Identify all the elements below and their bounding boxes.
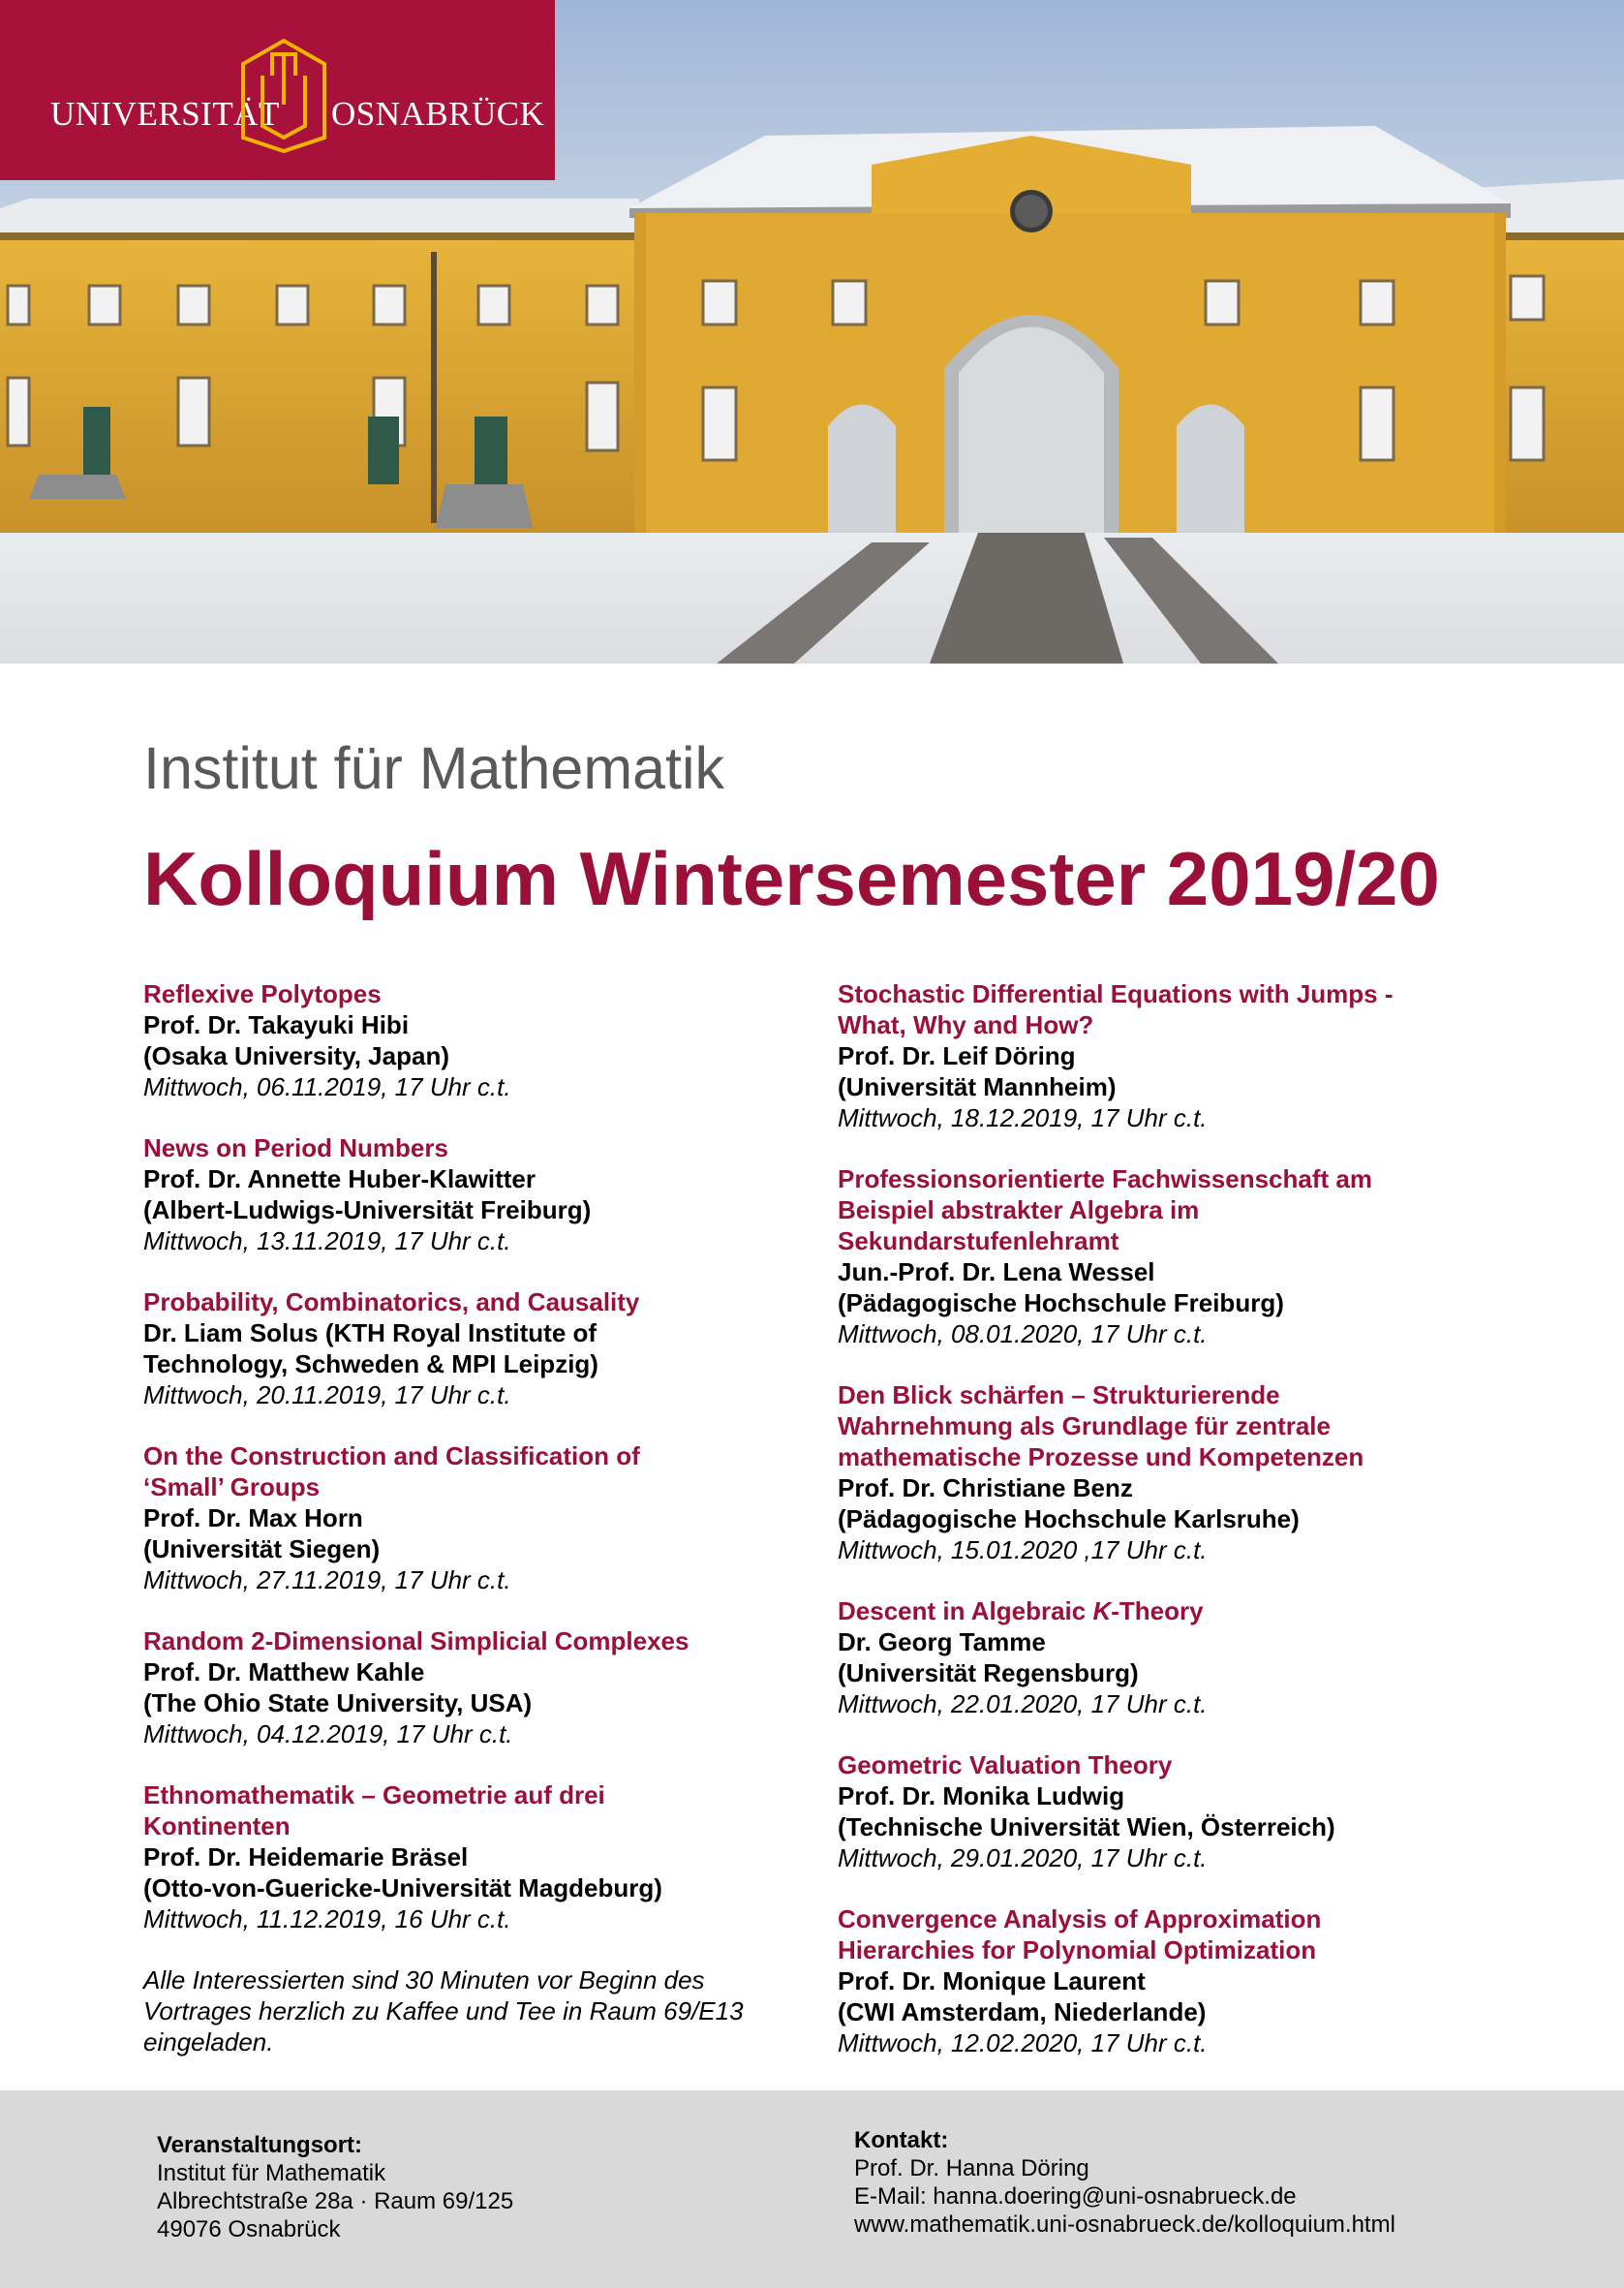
talk-date: Mittwoch, 11.12.2019, 16 Uhr c.t.: [143, 1904, 511, 1933]
talk-affiliation: (Pädagogische Hochschule Freiburg): [838, 1288, 1284, 1317]
talk-title: Probability, Combinatorics, and Causality: [143, 1287, 640, 1316]
talk-speaker: Prof. Dr. Monique Laurent: [838, 1966, 1146, 1995]
logo-text-left: UNIVERSITÄT: [50, 95, 280, 133]
talk-speaker: Prof. Dr. Max Horn: [143, 1503, 363, 1532]
institute-title: Institut für Mathematik: [143, 735, 725, 801]
logo-text-right: OSNABRÜCK: [331, 95, 545, 133]
talk-date: Mittwoch, 13.11.2019, 17 Uhr c.t.: [143, 1226, 511, 1255]
invitation-note: Alle Interessierten sind 30 Minuten vor Beginn des Vortrages herzlich zu Kaffee und Tee in Raum 69/E13 eingeladen.: [143, 1965, 744, 2056]
talk-entry: [838, 1379, 1467, 1565]
talk-affiliation: (Otto-von-Guericke-Universität Magdeburg): [143, 1873, 662, 1902]
talk-speaker: Dr. Georg Tamme: [838, 1627, 1046, 1656]
venue-address: Albrechtstraße 28a · Raum 69/125: [157, 2188, 514, 2214]
talk-speaker: Prof. Dr. Matthew Kahle: [143, 1657, 425, 1686]
talk-affiliation: (Universität Mannheim): [838, 1072, 1117, 1101]
talk-entry: [143, 1286, 763, 1410]
talk-title-prefix: Descent in Algebraic: [838, 1596, 1093, 1625]
talk-date: Mittwoch, 27.11.2019, 17 Uhr c.t.: [143, 1565, 511, 1594]
contact-name: Prof. Dr. Hanna Döring: [854, 2155, 1089, 2181]
talk-date: Mittwoch, 15.01.2020 ,17 Uhr c.t.: [838, 1535, 1208, 1564]
talk-title: Geometric Valuation Theory: [838, 1750, 1173, 1779]
talk-entry: [838, 978, 1467, 1133]
venue-heading: Veranstaltungsort:: [157, 2132, 363, 2158]
university-crest-icon: [239, 37, 328, 155]
talk-entry: [143, 1132, 763, 1256]
talk-speaker: Dr. Liam Solus (KTH Royal Institute of Technology, Schweden & MPI Leipzig): [143, 1318, 598, 1378]
contact-email[interactable]: E-Mail: hanna.doering@uni-osnabrueck.de: [854, 2183, 1297, 2210]
talk-title: Stochastic Differential Equations with Jumps - What, Why and How?: [838, 979, 1394, 1039]
header-photo: [0, 0, 1624, 664]
talk-title: Ethnomathematik – Geometrie auf drei Kontinenten: [143, 1780, 605, 1840]
talk-speaker: Prof. Dr. Leif Döring: [838, 1041, 1076, 1070]
footer: [0, 2090, 1624, 2288]
talk-entry: [143, 978, 763, 1102]
talk-date: Mittwoch, 20.11.2019, 17 Uhr c.t.: [143, 1380, 511, 1409]
talk-affiliation: (Albert-Ludwigs-Universität Freiburg): [143, 1195, 592, 1224]
talk-title: News on Period Numbers: [143, 1133, 448, 1162]
talk-date: Mittwoch, 22.01.2020, 17 Uhr c.t.: [838, 1689, 1208, 1718]
talk-speaker: Prof. Dr. Heidemarie Bräsel: [143, 1842, 469, 1871]
talk-affiliation: (The Ohio State University, USA): [143, 1688, 533, 1717]
talk-entry: [838, 1595, 1467, 1719]
talk-title: On the Construction and Classification of ‘Small’ Groups: [143, 1441, 640, 1501]
contact-website-link[interactable]: www.mathematik.uni-osnabrueck.de/kolloquium.html: [854, 2211, 1395, 2238]
talk-date: Mittwoch, 12.02.2020, 17 Uhr c.t.: [838, 2028, 1208, 2057]
talk-title: Reflexive Polytopes: [143, 979, 382, 1008]
contact-heading: Kontakt:: [854, 2127, 949, 2153]
talk-affiliation: (Technische Universität Wien, Österreich): [838, 1812, 1335, 1841]
talk-title-suffix: -Theory: [1111, 1596, 1204, 1625]
talk-date: Mittwoch, 18.12.2019, 17 Uhr c.t.: [838, 1103, 1208, 1132]
talk-speaker: Prof. Dr. Christiane Benz: [838, 1473, 1133, 1502]
talks-left-column: [143, 978, 763, 2057]
talk-title: Den Blick schärfen – Strukturierende Wahrnehmung als Grundlage für zentrale mathematische Prozesse und Kompetenzen: [838, 1380, 1364, 1471]
talk-entry: [143, 1779, 763, 1934]
talk-date: Mittwoch, 08.01.2020, 17 Uhr c.t.: [838, 1319, 1208, 1348]
talk-affiliation: (Pädagogische Hochschule Karlsruhe): [838, 1504, 1300, 1533]
contact-info: [854, 2126, 1395, 2239]
talk-speaker: Prof. Dr. Annette Huber-Klawitter: [143, 1164, 536, 1193]
talk-speaker: Prof. Dr. Monika Ludwig: [838, 1781, 1125, 1810]
talk-speaker: Prof. Dr. Takayuki Hibi: [143, 1010, 410, 1039]
talk-affiliation: (Osaka University, Japan): [143, 1041, 449, 1070]
talk-affiliation: (CWI Amsterdam, Niederlande): [838, 1997, 1207, 2026]
talk-speaker: Jun.-Prof. Dr. Lena Wessel: [838, 1257, 1155, 1286]
venue-info: [157, 2131, 513, 2243]
talk-affiliation: (Universität Regensburg): [838, 1658, 1139, 1687]
talk-entry: [838, 1749, 1467, 1873]
venue-line: Institut für Mathematik: [157, 2160, 386, 2186]
talks-right-column: [838, 978, 1467, 2088]
talk-title: Random 2-Dimensional Simplicial Complexes: [143, 1626, 689, 1655]
venue-city: 49076 Osnabrück: [157, 2216, 341, 2242]
talk-title: Professionsorientierte Fachwissenschaft am Beispiel abstrakter Algebra im Sekundarstufenlehramt: [838, 1164, 1372, 1255]
colloquium-title: Kolloquium Wintersemester 2019/20: [143, 836, 1440, 921]
talk-title: [838, 1595, 1467, 1626]
talk-affiliation: (Universität Siegen): [143, 1534, 381, 1563]
university-logo: [0, 0, 555, 180]
talk-date: Mittwoch, 04.12.2019, 17 Uhr c.t.: [143, 1719, 513, 1748]
talk-title: Convergence Analysis of Approximation Hierarchies for Polynomial Optimization: [838, 1904, 1322, 1964]
talk-entry: [143, 1440, 763, 1595]
talk-title-italic: K: [1092, 1596, 1112, 1625]
talk-date: Mittwoch, 29.01.2020, 17 Uhr c.t.: [838, 1843, 1208, 1872]
talk-date: Mittwoch, 06.11.2019, 17 Uhr c.t.: [143, 1072, 511, 1101]
talk-entry: [838, 1903, 1467, 2058]
talk-entry: [838, 1163, 1467, 1349]
talk-entry: [143, 1625, 763, 1749]
